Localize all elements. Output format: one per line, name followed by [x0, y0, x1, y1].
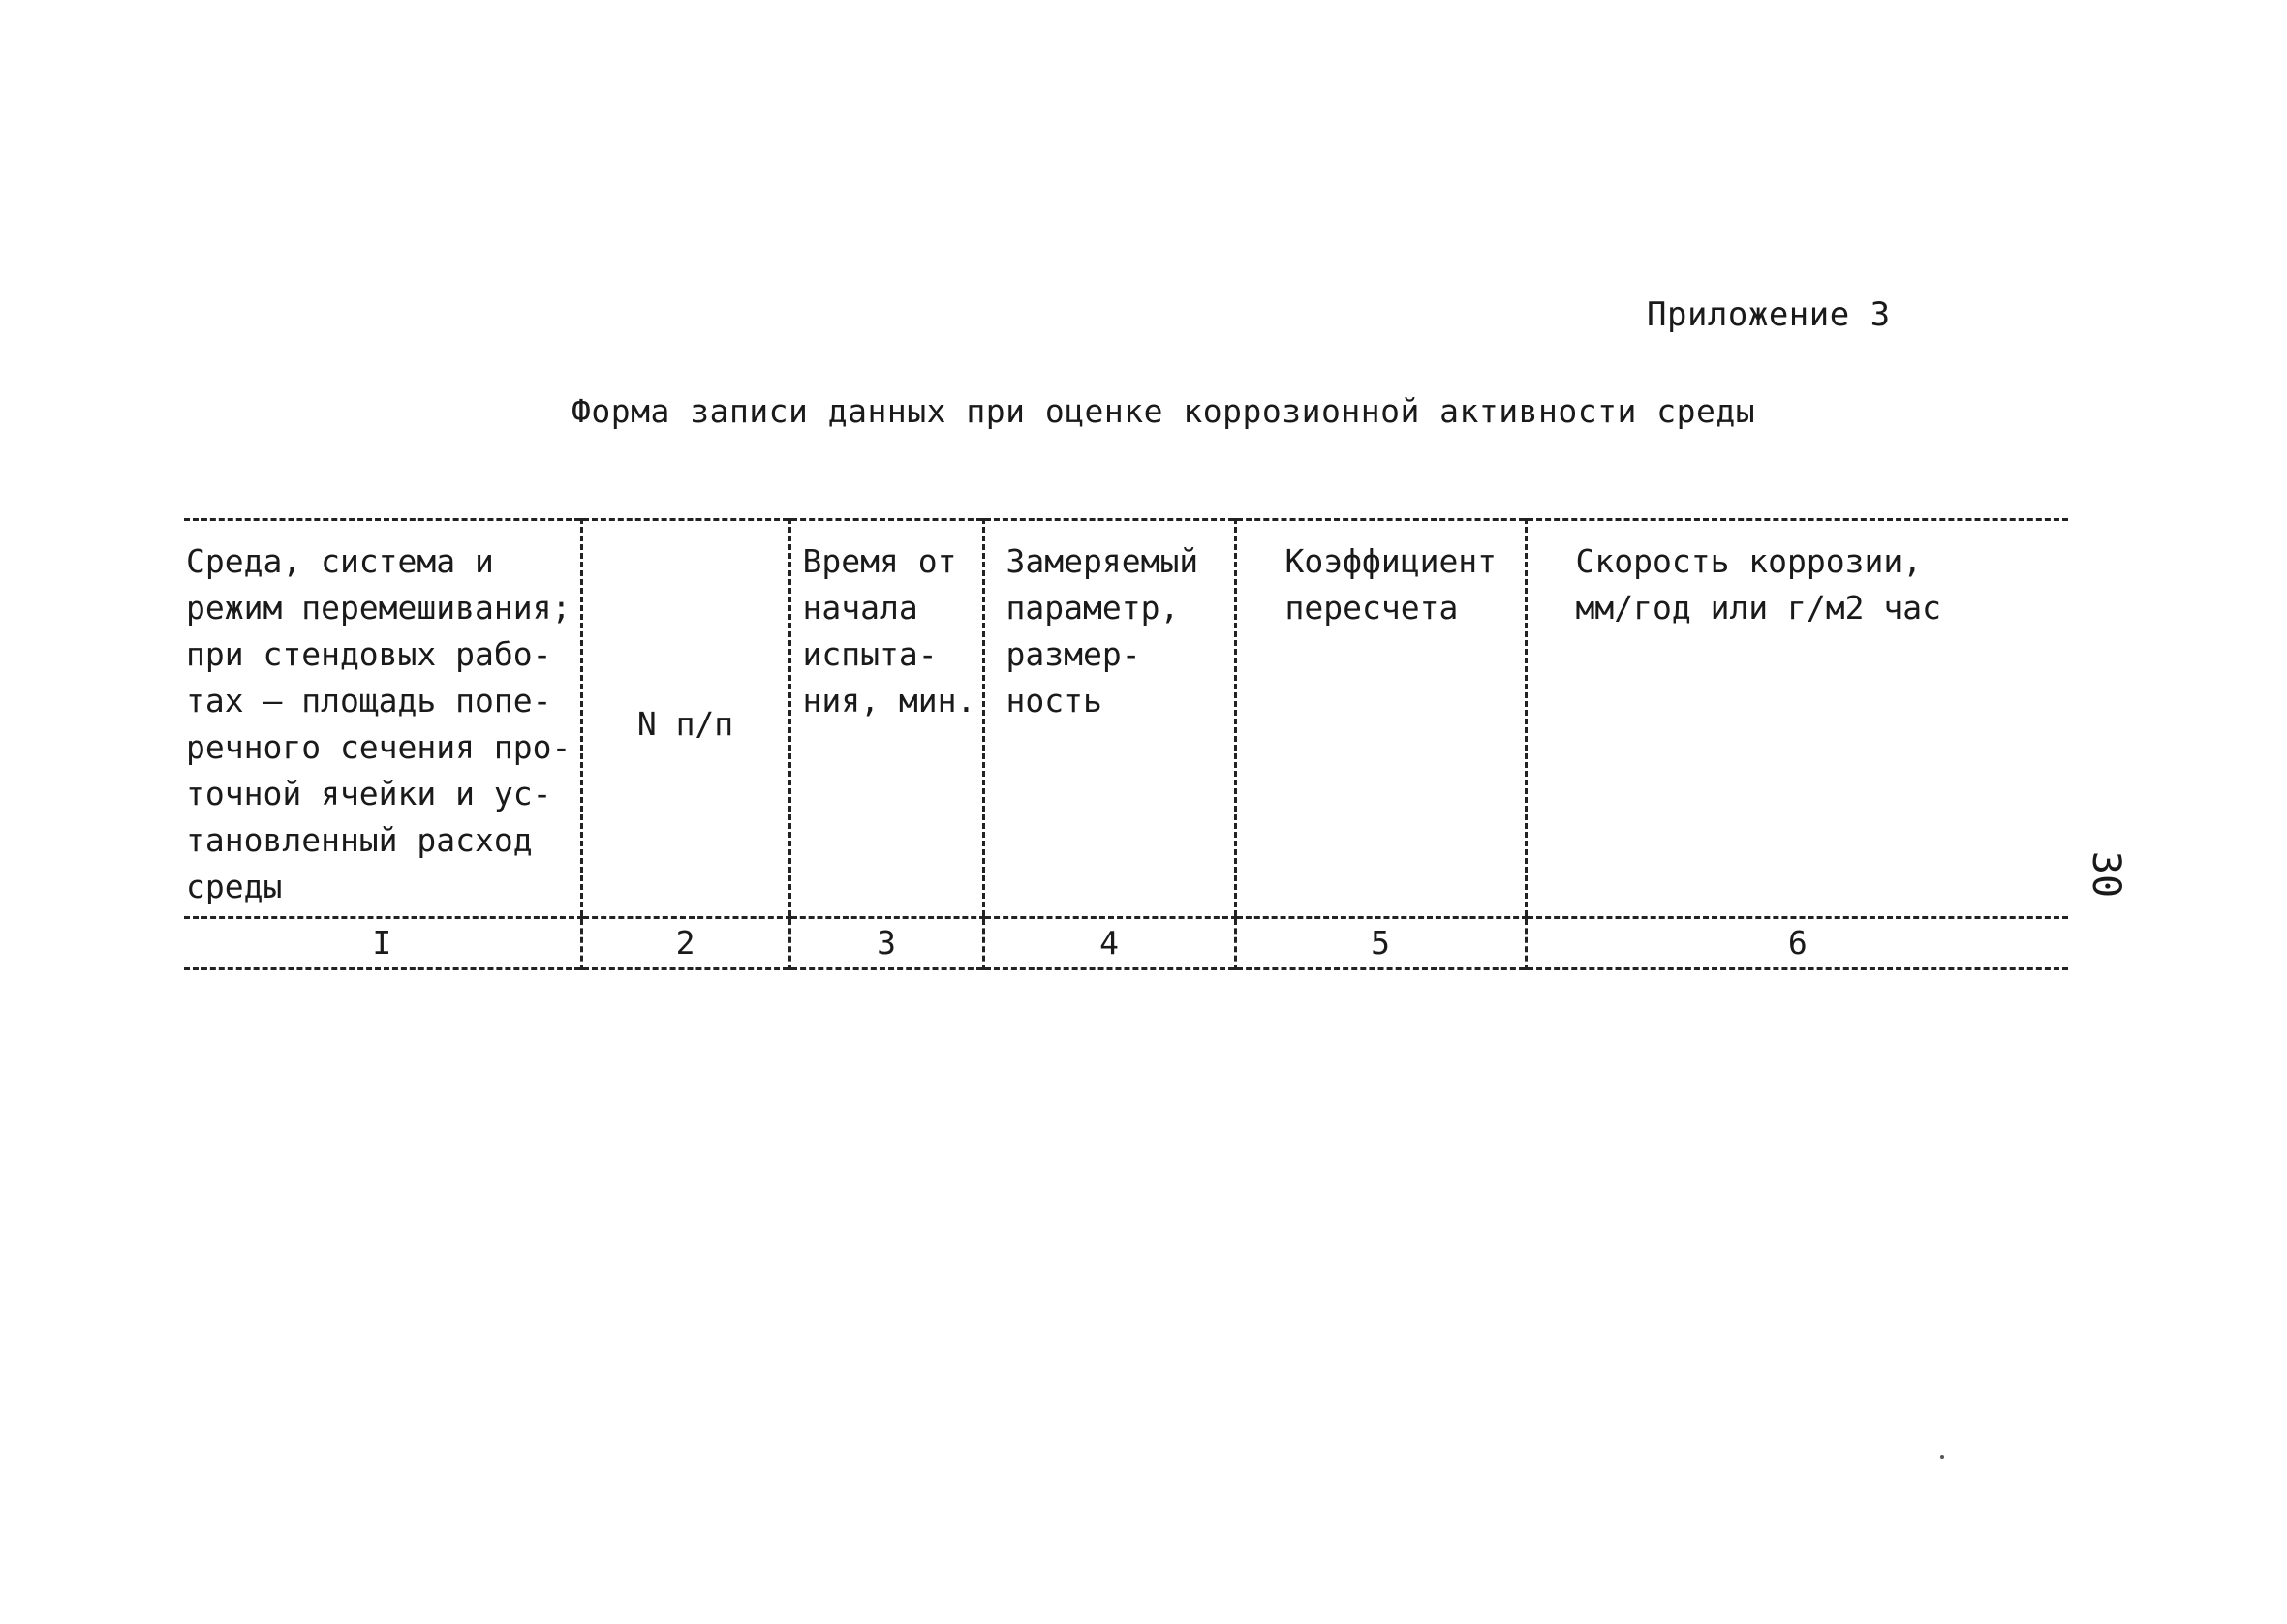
column-number: 2: [581, 918, 789, 969]
appendix-label: Приложение 3: [1647, 295, 1891, 334]
page-number: 30: [2084, 850, 2129, 899]
table-header-row: [184, 520, 2068, 918]
column-number: 6: [1526, 918, 2068, 969]
column-number: 4: [983, 918, 1235, 969]
column-header-coefficient: [1235, 520, 1526, 918]
scan-speck: [1940, 1455, 1944, 1459]
column-header-label: Время от начала испыта- ния, мин.: [802, 542, 976, 720]
column-number: I: [372, 924, 392, 962]
column-number: 5: [1235, 918, 1526, 969]
column-header-label: Коэффициент пересчета: [1284, 542, 1498, 627]
column-header-parameter: [983, 520, 1235, 918]
column-header-number: [581, 520, 789, 918]
column-header-label: N п/п: [636, 705, 734, 743]
column-header-corrosion-rate: [1526, 520, 2068, 918]
data-record-table: [184, 518, 2068, 970]
column-header-time: [789, 520, 983, 918]
form-title: Форма записи данных при оценке коррозионной активности среды: [572, 392, 1756, 430]
column-header-label: Скорость коррозии, мм/год или г/м2 час: [1575, 542, 1941, 627]
record-form-table: [184, 518, 2068, 970]
column-header-label: Замеряемый параметр, размер- ность: [1005, 542, 1199, 720]
column-number: 3: [789, 918, 983, 969]
column-number-row: [184, 918, 2068, 969]
column-header-label: Среда, система и режим перемешивания; при стендовых рабо- тах – площадь попе- речного сечения про- точной ячейки и ус- тановленный расход среды: [186, 542, 572, 905]
column-header-medium: [184, 520, 581, 918]
